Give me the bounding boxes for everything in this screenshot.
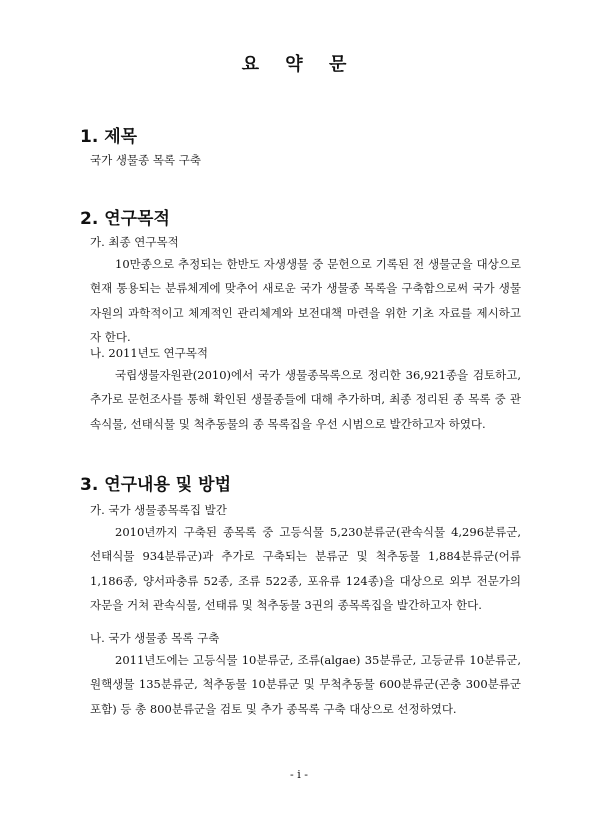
section-2a-paragraph: 10만종으로 추정되는 한반도 자생생물 중 문헌으로 기록된 전 생물군을 대상으로 현재 통용되는 분류체계에 맞추어 새로운 국가 생물종 목록을 구축함으로써 국가 생물자원의 과학적이고 체계적인 관리체계와 보전대책 마련을 위한 기초 자료를 제시하고자 한다. [90,257,521,344]
section-3a-paragraph: 2010년까지 구축된 종목록 중 고등식물 5,230분류군(관속식물 4,296분류군, 선태식물 934분류군)과 추가로 구축되는 분류군 및 척추동물 1,884분류군(어류 1,186종, 양서파충류 52종, 조류 522종, 포유류 124종)을 대상으로 외부 전문가의 자문을 거쳐 관속식물, 선태류 및 척추동물 3권의 종목록집을 발간하고자 한다. [90,525,521,612]
section-2a-label: 가. 최종 연구목적 [90,235,179,249]
page-title: 요 약 문 [241,54,357,75]
section-2-heading: 2. 연구목적 [80,209,170,229]
section-3a-label: 가. 국가 생물종목록집 발간 [90,503,227,517]
section-2b-paragraph: 국립생물자원관(2010)에서 국가 생물종목록으로 정리한 36,921종을 검토하고, 추가로 문헌조사를 통해 확인된 생물종들에 대해 추가하며, 최종 정리된 종 목록 중 관속식물, 선태식물 및 척추동물의 종 목록집을 우선 시범으로 발간하고자 하였다. [90,368,521,431]
section-1-text: 국가 생물종 목록 구축 [90,153,201,167]
section-3b-label: 나. 국가 생물종 목록 구축 [90,631,220,645]
section-3b-paragraph: 2011년도에는 고등식물 10분류군, 조류(algae) 35분류군, 고등균류 10분류군, 원핵생물 135분류군, 척추동물 10분류군 및 무척추동물 600분류군(곤충 300분류군 포함) 등 총 800분류군을 검토 및 추가 종목록 구축 대상으로 선정하였다. [90,653,521,716]
section-2b-label: 나. 2011년도 연구목적 [90,346,208,360]
page-number: - i - [290,768,308,781]
section-1-heading: 1. 제목 [80,127,138,147]
section-3-heading: 3. 연구내용 및 방법 [80,475,231,495]
